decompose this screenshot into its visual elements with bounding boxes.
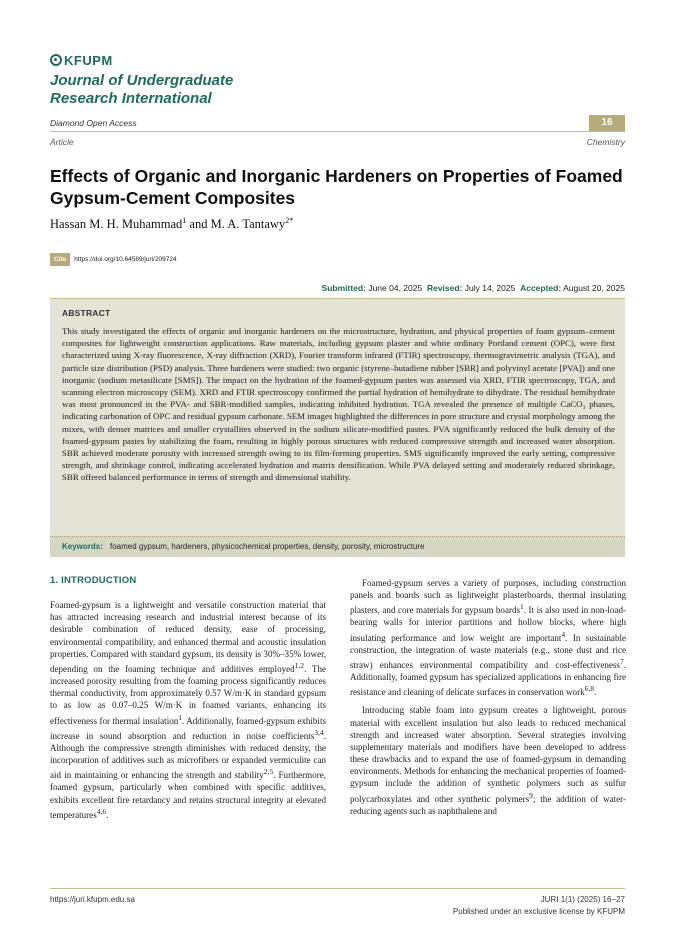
citation-ref[interactable]: 7 (619, 656, 624, 666)
paragraph-text: . In sustainable construction, the integration of waste materials (e.g., stone dust and rice straw) enhances environmental compatibility and cost-effectiveness (350, 632, 626, 670)
access-label: Diamond Open Access (50, 118, 137, 128)
paragraph-text: . (106, 809, 109, 820)
citation-ref[interactable]: 1 (178, 712, 183, 722)
journal-title-line2: Research International (50, 90, 212, 107)
brand-name: KFUPM (64, 52, 113, 68)
author-2-affiliation: 2* (285, 216, 294, 225)
author-1-affiliation: 1 (182, 216, 187, 225)
intro-paragraph-3 (350, 704, 626, 816)
footer-journal-url[interactable]: https://juri.kfupm.edu.sa (50, 895, 135, 904)
citation-ref[interactable]: 1 (520, 602, 524, 612)
paragraph-text: . The increased porosity resulting from the foaming process significantly reduces thermal conductivity, from approximately 0.57 W/m·K in standard gypsum to as low as 0.07–0.25 W/m·K in foamed variants, enhancing its effectiveness for thermal insulation (50, 663, 326, 726)
revised-label: Revised: (426, 283, 463, 293)
page-number-badge: 16 (589, 115, 625, 131)
brand-row (50, 52, 630, 68)
doi-link[interactable]: https://doi.org/10.64589/juri/209724 (74, 256, 177, 263)
body-column-left (50, 575, 326, 827)
journal-title[interactable] (50, 72, 630, 108)
journal-masthead (50, 52, 630, 108)
intro-paragraph-2 (350, 577, 626, 698)
author-2[interactable]: M. A. Tantawy (210, 217, 286, 232)
cite-button[interactable]: Cite (50, 253, 70, 266)
kfupm-logo-icon (50, 54, 62, 66)
citation-ref[interactable]: 4,6 (96, 806, 107, 816)
body-column-right (350, 577, 626, 823)
paper-title: Effects of Organic and Inorganic Hardeners on Properties of Foamed Gypsum-Cement Composites (50, 166, 623, 208)
abstract-box (50, 298, 625, 556)
author-conjunction: and (186, 217, 211, 232)
abstract-text: This study investigated the effects of organic and inorganic hardeners on the microstructure, hydration, and physical properties of foam gypsum–cement composites for lightweight construction applications. Raw materials, including gypsum plaster and white ordinary Portland cement (OPC), were first characterized using X-ray fluorescence, X-ray diffraction (XRD), Fourier transform infrared (FTIR) spectroscopy, thermogravimetric analysis (TGA), and particle size distribution (PSD) analysis. Three hardeners were studied: two organic (styrene–butadiene rubber [SBR] and polyvinyl acetate [PVA]) and one inorganic (sodium metasilicate [SMS]). The impact on the hydration of the foamed-gypsum pastes was assessed via XRD, FTIR spectroscopy, TGA, and scanning electron microscopy (SEM). XRD and FTIR spectroscopy confirmed the partial hydration of hemihydrate to dihydrate. The residual hemihydrate was most pronounced in the PVA- and SBR-modified samples, indicating inhibited hydration. TGA revealed the presence of multiple CaCO₃ phases, indicating carbonation of OPC and residual gypsum carbonate. SEM images highlighted the differences in pore structure and crystal morphology among the mixes, with denser matrices and smaller crystallites observed in the sodium silicate-modified pastes. PVA significantly reduced the bulk density of the foamed-gypsum pastes by stabilizing the foam, resulting in highly porous structures with reduced compressive strength and increased water absorption. SBR achieved moderate porosity with increased strength owing to its film-forming properties. SMS significantly improved the early setting, compressive strength, and shrinkage control, indicating accelerated hydration and matrix densification. While PVA delayed setting and moderately reduced shrinkage, SBR offered balanced performance in terms of strength and dimensional stability. (62, 326, 615, 483)
section-heading-introduction: 1. INTRODUCTION (50, 575, 137, 586)
footer-citation: JURI 1(1) (2025) 16−27 (540, 895, 625, 904)
paragraph-text: . Furthermore, foamed gypsum, particularly when combined with specific additives, exhibits excellent fire retardancy and retains structural integrity at elevated temperatures (50, 770, 326, 820)
article-type: Article (50, 137, 74, 147)
citation-ref[interactable]: 6,8 (584, 684, 595, 694)
journal-title-line1: Journal of Undergraduate (50, 72, 234, 89)
abstract-heading: ABSTRACT (62, 308, 111, 318)
keywords-list: foamed gypsum, hardeners, physicochemical properties, density, porosity, microstructure (110, 542, 425, 551)
article-subject: Chemistry (586, 137, 625, 147)
paragraph-text: . Additionally, foamed-gypsum exhibits increase in sound absorption and reduction in noise coefficients (50, 715, 326, 741)
paragraph-text: . It is also used in non-load-bearing walls for interior partitions and hollow blocks, where high insulating performance and low weight are important (350, 605, 626, 643)
accepted-date: August 20, 2025 (563, 283, 625, 293)
paragraph-text: . Although the compressive strength diminishes with reduced density, the incorporation of additives such as microfibers or expanded vermiculite can aid in maintaining or enhancing the strength and stability (50, 730, 326, 781)
article-meta-row (50, 137, 625, 149)
paragraph-text: Foamed-gypsum serves a variety of purposes, including construction panels and boards such as lightweight plasterboards, thermal insulating plasters, and core materials for gypsum boards (350, 578, 626, 616)
citation-ref[interactable]: 9 (529, 790, 533, 800)
citation-ref[interactable]: 1,2 (294, 660, 305, 670)
keywords-row (50, 536, 625, 557)
citation-ref[interactable]: 2,5 (263, 767, 274, 777)
submitted-date: June 04, 2025 (368, 283, 423, 293)
accepted-label: Accepted: (520, 283, 562, 293)
author-1[interactable]: Hassan M. H. Muhammad (50, 217, 183, 232)
footer-license: Published under an exclusive license by KFUPM (452, 907, 625, 916)
access-row (50, 116, 625, 132)
paragraph-text: Foamed-gypsum is a lightweight and versatile construction material that has attracted increasing research and industrial interest because of its desirable combination of reduced density, ease of processing, environmental compatibility, and enhanced thermal and acoustic insulation properties. Compared with standard gypsum, its density is 30%–35% lower, depending on the foaming technique and additives employed (50, 600, 326, 674)
footer-divider (50, 888, 625, 889)
paragraph-text: Introducing stable foam into gypsum creates a lightweight, porous material with excellent insulation but also leads to reduced mechanical strength and increased water absorption. Several strategies involving supplementary materials and modifiers have been developed to address these drawbacks and to expand the use of foamed-gypsum in demanding environments. Methods for enhancing the mechanical properties of foamed-gypsum include the addition of synthetic polymers such as sulfur polycarboxylates and other synthetic polymers (350, 705, 626, 804)
citation-ref[interactable]: 3,4 (314, 727, 324, 737)
author-list (50, 216, 293, 232)
paragraph-text: . Additionally, foamed gypsum has specialized applications in enhancing fire resistance and cleaning of delicate surfaces in conservation work (350, 659, 626, 698)
keywords-label: Keywords: (62, 542, 103, 551)
citation-ref[interactable]: 4 (561, 629, 566, 639)
intro-paragraph-1 (50, 599, 326, 821)
paragraph-text: ; the addition of water-reducing agents such as naphthalene and (350, 793, 626, 816)
revised-date: July 14, 2025 (464, 283, 516, 293)
doi-row (50, 253, 177, 266)
paragraph-text: . (594, 687, 597, 698)
publication-dates (322, 283, 625, 293)
submitted-label: Submitted: (321, 283, 366, 293)
